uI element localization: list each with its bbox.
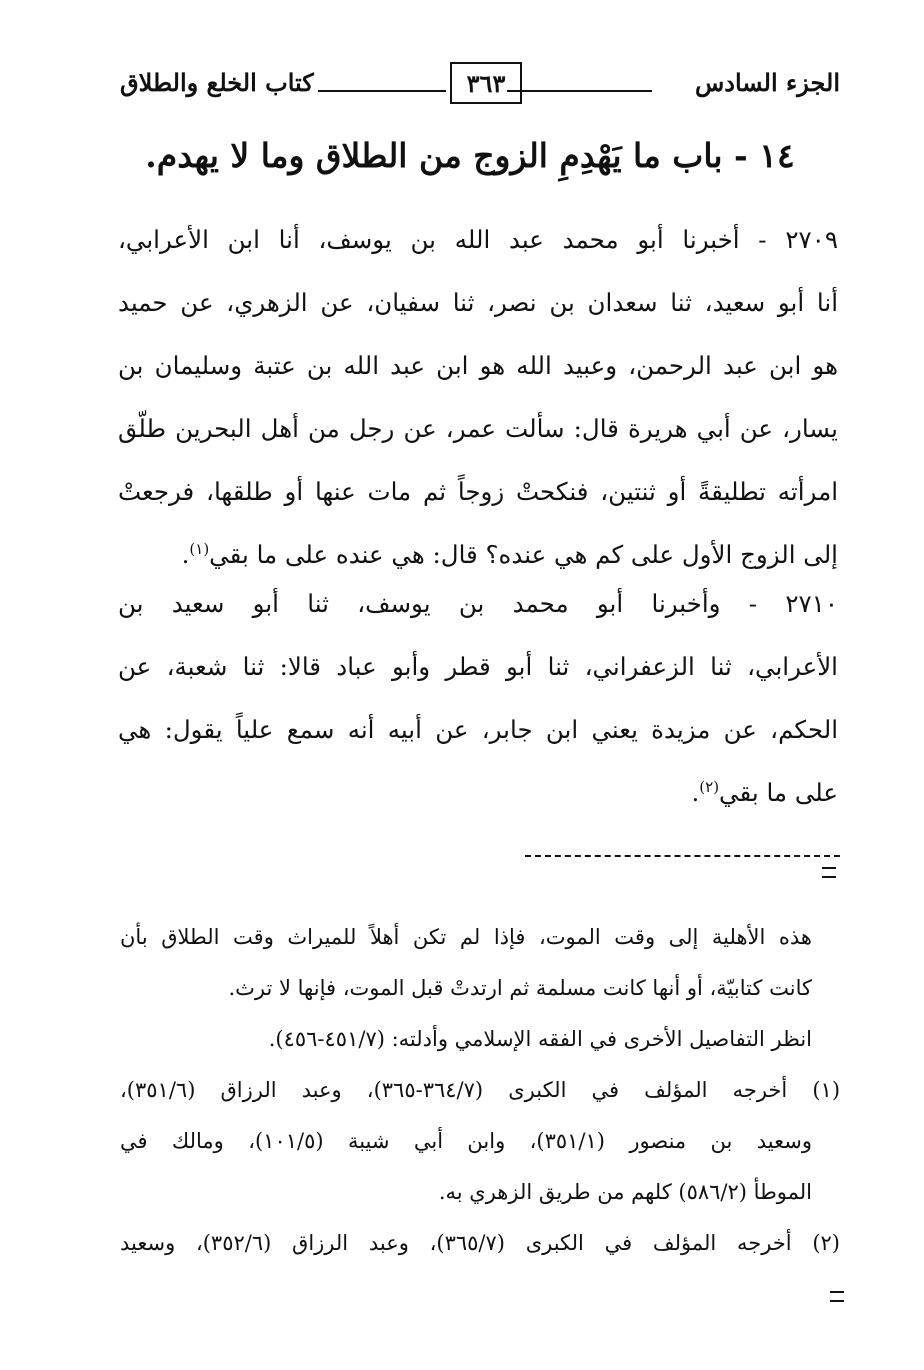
text-line: ٢٧٠٩ - أخبرنا أبو محمد عبد الله بن يوسف، أنا ابن الأعرابي،	[118, 225, 838, 254]
page-number: ٣٦٣	[450, 62, 522, 104]
footnote-line: وسعيد بن منصور (٣٥١/١)، وابن أبي شيبة (١٠١/٥)، ومالك في	[120, 1129, 812, 1153]
footnote-line: هذه الأهلية إلى وقت الموت، فإذا لم تكن أهلاً للميراث وقت الطلاق بأن	[120, 925, 812, 949]
text-line: أنا أبو سعيد، ثنا سعدان بن نصر، ثنا سفيان، عن الزهري، عن حميد	[118, 288, 838, 317]
footnote-1: (١) أخرجه المؤلف في الكبرى (٣٦٤/٧-٣٦٥)، وعبد الرزاق (٣٥١/٦)،	[120, 1078, 840, 1102]
header-rule-left	[318, 90, 446, 92]
text-line: الحكم، عن مزيدة يعني ابن جابر، عن أبيه أنه سمع علياً يقول: هي	[118, 715, 838, 744]
text-fragment: إلى الزوج الأول على كم هي عنده؟ قال: هي عنده على ما بقي	[209, 540, 838, 569]
text-line: هو ابن عبد الرحمن، وعبيد الله هو ابن عبد الله بن عتبة وسليمان بن	[118, 351, 838, 380]
footnotes	[120, 912, 840, 1269]
text-line: على ما بقي$^{(٢)}$.	[691, 777, 838, 807]
dashed-rule	[525, 855, 840, 857]
footnote-ref: (١)	[189, 539, 210, 558]
text-line: امرأته تطليقةً أو ثنتين، فنكحتْ زوجاً ثم مات عنها أو طلقها، فرجعتْ	[118, 477, 838, 506]
chapter-heading: ١٤ - باب ما يَهْدِمِ الزوج من الطلاق وما لا يهدم.	[145, 136, 795, 175]
volume-label: الجزء السادس	[694, 68, 840, 97]
footnote-separator	[122, 855, 840, 885]
footnote-line: كانت كتابيّة، أو أنها كانت مسلمة ثم ارتدتْ قبل الموت، فإنها لا ترث.	[228, 976, 812, 1000]
footnote-ref: (٢)	[699, 777, 720, 796]
continuation-mark-bottom	[830, 1291, 844, 1302]
running-header	[120, 62, 840, 106]
hadith-2710	[118, 572, 838, 824]
footnote-line: الموطأ (٥٨٦/٢) كلهم من طريق الزهري به.	[438, 1180, 812, 1204]
text-fragment: على ما بقي	[719, 778, 838, 807]
text-line: يسار، عن أبي هريرة قال: سألت عمر، عن رجل من أهل البحرين طلّق	[118, 414, 838, 443]
book-title: كتاب الخلع والطلاق	[120, 68, 314, 97]
footnote-2: (٢) أخرجه المؤلف في الكبرى (٣٦٥/٧)، وعبد الرزاق (٣٥٢/٦)، وسعيد	[120, 1231, 840, 1255]
text-line: الأعرابي، ثنا الزعفراني، ثنا أبو قطر وأبو عباد قالا: ثنا شعبة، عن	[118, 652, 838, 681]
text-line: إلى الزوج الأول على كم هي عنده؟ قال: هي عنده على ما بقي$^{(١)}$.	[181, 539, 838, 569]
continuation-mark	[822, 867, 836, 878]
text-line: ٢٧١٠ - وأخبرنا أبو محمد بن يوسف، ثنا أبو سعيد بن	[118, 589, 838, 618]
footnote-line: انظر التفاصيل الأخرى في الفقه الإسلامي وأدلته: (٤٥١/٧-٤٥٦).	[268, 1027, 812, 1051]
header-rule-right	[507, 90, 652, 92]
hadith-2709	[118, 208, 838, 586]
